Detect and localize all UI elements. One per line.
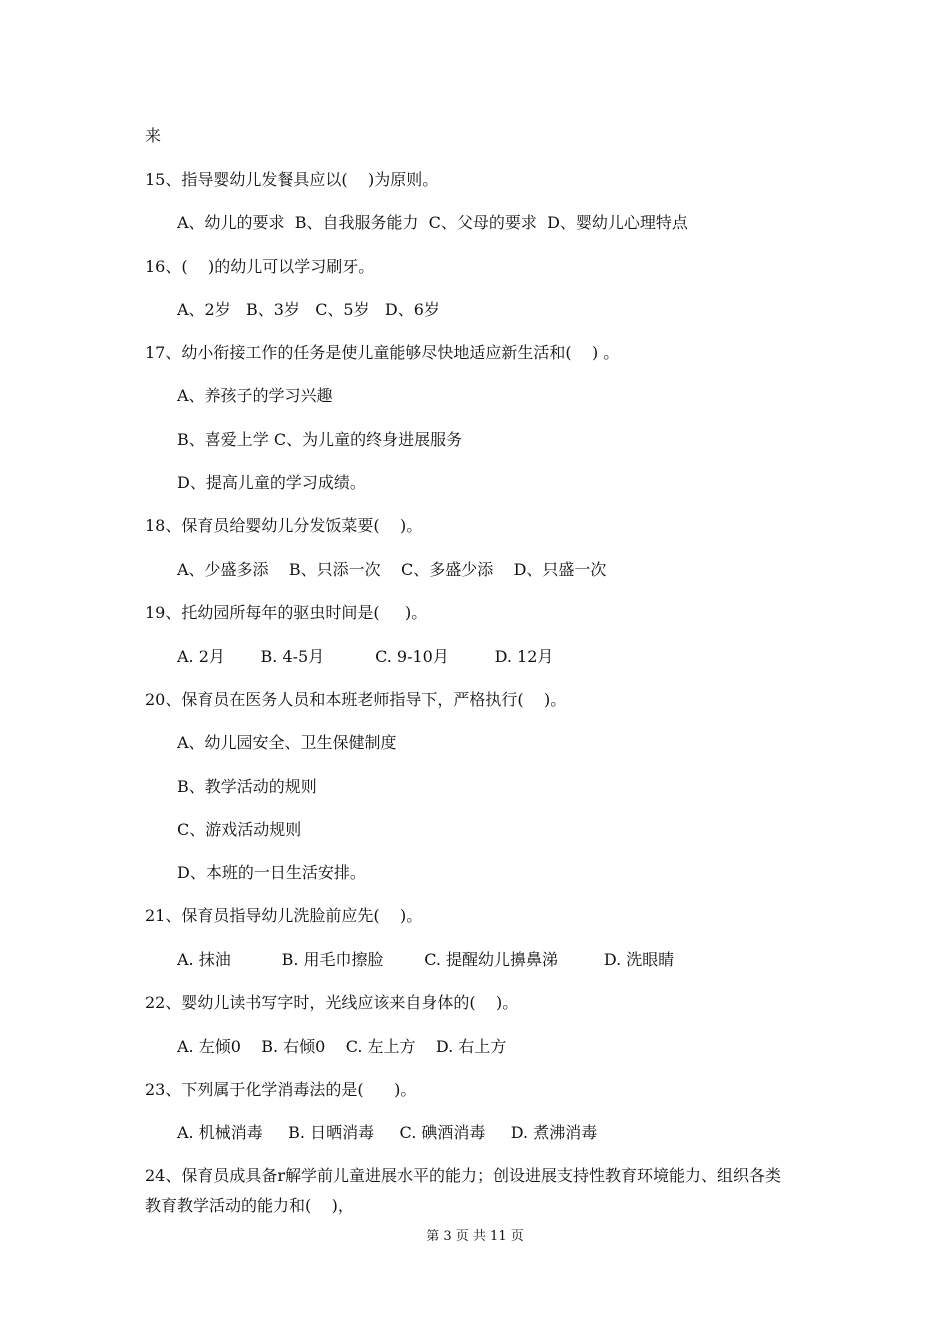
question-18: 18、保育员给婴幼儿分发饭菜要( )。 [145,516,423,535]
question-20-option-b: B、教学活动的规则 [177,777,317,796]
question-24-continuation: 教育教学活动的能力和( )， [145,1196,354,1215]
question-17-option-bc: B、喜爱上学 C、为儿童的终身进展服务 [177,430,463,449]
question-19: 19、托幼园所每年的驱虫时间是( )。 [145,603,428,622]
question-20-option-a: A、幼儿园安全、卫生保健制度 [177,733,397,752]
question-15: 15、指导婴幼儿发餐具应以( )为原则。 [145,170,439,189]
question-20: 20、保育员在医务人员和本班老师指导下，严格执行( )。 [145,690,567,709]
question-22: 22、婴幼儿读书写字时，光线应该来自身体的( )。 [145,993,519,1012]
question-15-options: A、幼儿的要求 B、自我服务能力 C、父母的要求 D、婴幼儿心理特点 [177,213,688,232]
question-17: 17、幼小衔接工作的任务是使儿童能够尽快地适应新生活和( ) 。 [145,343,620,362]
question-24: 24、保育员成具备r解学前儿童进展水平的能力；创设进展支持性教育环境能力、组织各类 [145,1166,782,1185]
question-18-options: A、少盛多添 B、只添一次 C、多盛少添 D、只盛一次 [177,560,607,579]
question-20-option-d: D、本班的一日生活安排。 [177,863,366,882]
question-19-options: A. 2月 B. 4-5月 C. 9-10月 D. 12月 [177,647,554,666]
page-number-footer: 第 3 页 共 11 页 [426,1229,524,1244]
question-21: 21、保育员指导幼儿洗脸前应先( )。 [145,906,423,925]
question-22-options: A. 左倾0 B. 右倾0 C. 左上方 D. 右上方 [177,1037,507,1056]
question-16-options: A、2岁 B、3岁 C、5岁 D、6岁 [177,300,440,319]
text-line-continuation: 来 [145,126,162,145]
question-23: 23、下列属于化学消毒法的是( )。 [145,1080,417,1099]
question-17-option-d: D、提高儿童的学习成绩。 [177,473,366,492]
question-20-option-c: C、游戏活动规则 [177,820,302,839]
question-16: 16、( )的幼儿可以学习刷牙。 [145,257,375,276]
question-23-options: A. 机械消毒 B. 日晒消毒 C. 碘酒消毒 D. 煮沸消毒 [177,1123,598,1142]
question-21-options: A. 抹油 B. 用毛巾擦脸 C. 提醒幼儿擤鼻涕 D. 洗眼睛 [177,950,675,969]
question-17-option-a: A、养孩子的学习兴趣 [177,386,333,405]
